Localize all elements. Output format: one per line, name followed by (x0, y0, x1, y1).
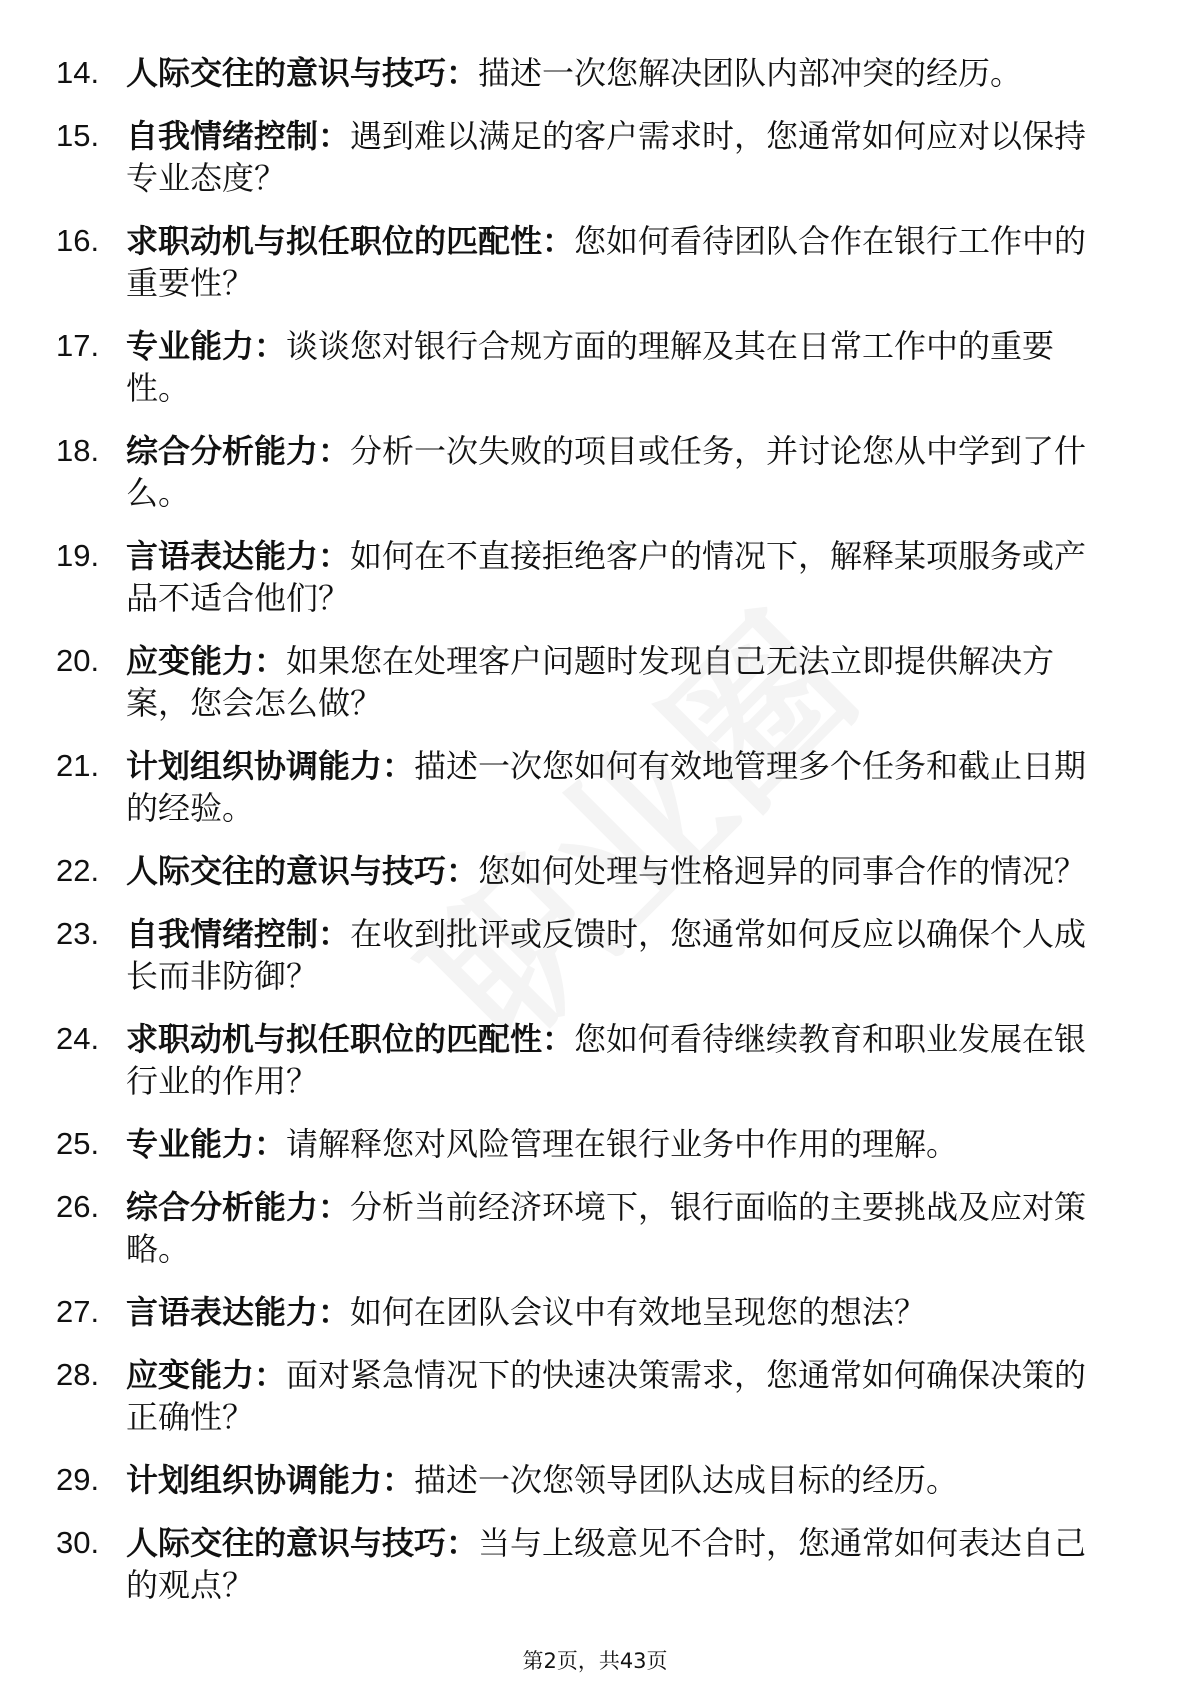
question-number: 19. (56, 538, 100, 573)
question-item (56, 1354, 1106, 1438)
question-body (126, 325, 1106, 409)
question-text: 如何在团队会议中有效地呈现您的想法？ (350, 1293, 927, 1331)
question-number: 21. (56, 748, 100, 783)
question-item (56, 1522, 1106, 1606)
question-item (56, 535, 1106, 619)
question-category: 求职动机与拟任职位的匹配性： (126, 222, 575, 260)
question-item (56, 430, 1106, 514)
question-number: 23. (56, 916, 100, 951)
question-number: 26. (56, 1189, 100, 1224)
question-text: 描述一次您解决团队内部冲突的经历。 (478, 54, 1023, 92)
question-body (126, 745, 1106, 829)
question-category: 应变能力： (126, 1356, 287, 1394)
question-list (56, 52, 1106, 1627)
question-item (56, 325, 1106, 409)
question-category: 计划组织协调能力： (126, 1461, 415, 1499)
question-body (126, 115, 1106, 199)
question-body (126, 52, 1106, 94)
question-category: 综合分析能力： (126, 1188, 351, 1226)
question-number: 22. (56, 853, 100, 888)
question-item (56, 220, 1106, 304)
question-number: 16. (56, 223, 100, 258)
question-item (56, 1018, 1106, 1102)
question-category: 自我情绪控制： (126, 915, 351, 953)
question-text: 请解释您对风险管理在银行业务中作用的理解。 (286, 1125, 959, 1163)
question-text: 谈谈您对银行合规方面的理解及其在日常工作中的重要性。 (126, 327, 1055, 407)
question-body (126, 1123, 1106, 1165)
question-body (126, 640, 1106, 724)
question-item (56, 913, 1106, 997)
question-item (56, 1291, 1106, 1333)
question-item (56, 640, 1106, 724)
question-text: 面对紧急情况下的快速决策需求，您通常如何确保决策的正确性？ (126, 1356, 1087, 1436)
question-category: 专业能力： (126, 1125, 287, 1163)
question-body (126, 535, 1106, 619)
question-category: 人际交往的意识与技巧： (126, 852, 479, 890)
question-body (126, 430, 1106, 514)
question-body (126, 1018, 1106, 1102)
question-body (126, 1459, 1106, 1501)
question-body (126, 220, 1106, 304)
question-text: 分析当前经济环境下，银行面临的主要挑战及应对策略。 (126, 1188, 1087, 1268)
question-item (56, 1123, 1106, 1165)
question-number: 14. (56, 55, 100, 90)
question-number: 20. (56, 643, 100, 678)
question-text: 您如何看待团队合作在银行工作中的重要性？ (126, 222, 1087, 302)
question-text: 如何在不直接拒绝客户的情况下，解释某项服务或产品不适合他们？ (126, 537, 1087, 617)
question-body (126, 850, 1106, 892)
question-text: 您如何处理与性格迥异的同事合作的情况？ (478, 852, 1087, 890)
question-category: 计划组织协调能力： (126, 747, 415, 785)
question-text: 描述一次您如何有效地管理多个任务和截止日期的经验。 (126, 747, 1087, 827)
question-category: 综合分析能力： (126, 432, 351, 470)
question-item (56, 850, 1106, 892)
question-text: 当与上级意见不合时，您通常如何表达自己的观点？ (126, 1524, 1087, 1604)
question-body (126, 1186, 1106, 1270)
question-body (126, 1522, 1106, 1606)
question-category: 言语表达能力： (126, 1293, 351, 1331)
question-item (56, 1459, 1106, 1501)
question-body (126, 913, 1106, 997)
question-category: 应变能力： (126, 642, 287, 680)
question-text: 在收到批评或反馈时，您通常如何反应以确保个人成长而非防御？ (126, 915, 1087, 995)
question-number: 18. (56, 433, 100, 468)
question-text: 您如何看待继续教育和职业发展在银行业的作用？ (126, 1020, 1087, 1100)
question-number: 29. (56, 1462, 100, 1497)
question-category: 言语表达能力： (126, 537, 351, 575)
question-category: 人际交往的意识与技巧： (126, 1524, 479, 1562)
question-text: 分析一次失败的项目或任务，并讨论您从中学到了什么。 (126, 432, 1087, 512)
question-item (56, 52, 1106, 94)
question-category: 人际交往的意识与技巧： (126, 54, 479, 92)
question-number: 25. (56, 1126, 100, 1161)
question-number: 27. (56, 1294, 100, 1329)
question-text: 遇到难以满足的客户需求时，您通常如何应对以保持专业态度？ (126, 117, 1087, 197)
page-footer: 第2页，共43页 (522, 1649, 668, 1673)
question-body (126, 1354, 1106, 1438)
question-number: 28. (56, 1357, 100, 1392)
question-text: 如果您在处理客户问题时发现自己无法立即提供解决方案，您会怎么做？ (126, 642, 1055, 722)
question-number: 15. (56, 118, 100, 153)
question-category: 求职动机与拟任职位的匹配性： (126, 1020, 575, 1058)
question-item (56, 1186, 1106, 1270)
question-item (56, 745, 1106, 829)
question-number: 24. (56, 1021, 100, 1056)
question-body (126, 1291, 1106, 1333)
question-number: 17. (56, 328, 100, 363)
question-text: 描述一次您领导团队达成目标的经历。 (414, 1461, 959, 1499)
question-number: 30. (56, 1525, 100, 1560)
question-item (56, 115, 1106, 199)
question-category: 自我情绪控制： (126, 117, 351, 155)
question-category: 专业能力： (126, 327, 287, 365)
